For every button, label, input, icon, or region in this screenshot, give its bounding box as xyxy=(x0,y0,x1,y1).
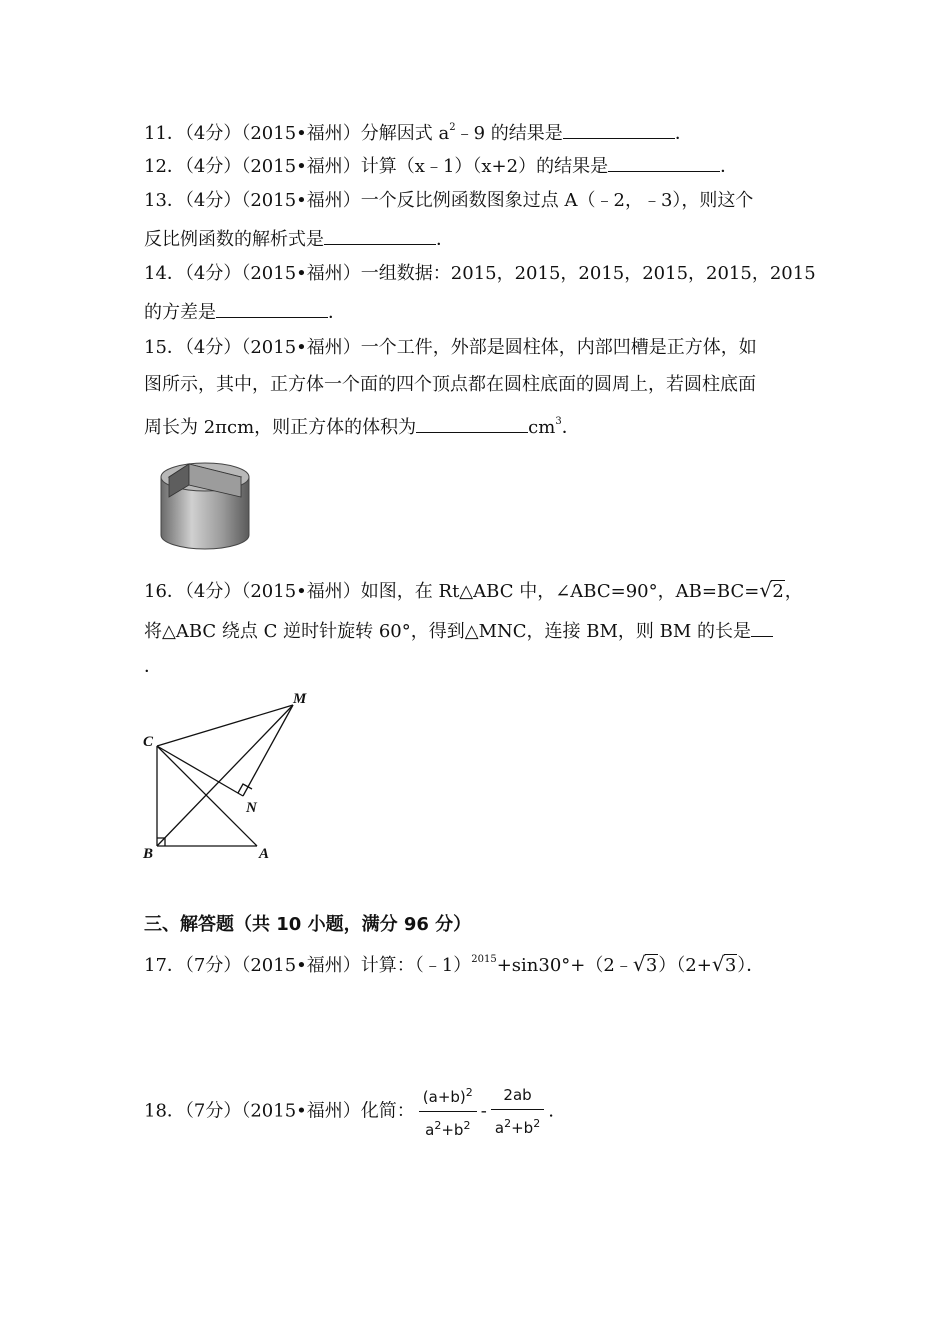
q16-sqrt: √ 2 xyxy=(759,578,784,602)
q11-sup: 2 xyxy=(449,122,456,133)
q12-score: （4分） xyxy=(184,156,242,177)
q18-frac1-num: (a+b) xyxy=(422,1088,466,1106)
q11-score: （4分） xyxy=(184,123,242,144)
question-17 xyxy=(144,948,764,978)
q12-answer-blank[interactable] xyxy=(608,153,720,172)
question-14-line2 xyxy=(144,299,346,325)
q15-line3: 周长为 2πcm，则正方体的体积为 xyxy=(144,417,417,438)
q17-sqrt1-value: 3 xyxy=(645,955,658,976)
label-C: C xyxy=(143,734,154,750)
q14-score: （4分） xyxy=(184,263,242,284)
q12-text: 计算（x﹣1）（x+2）的结果是 xyxy=(360,156,609,177)
q15-text: 一个工件，外部是圆柱体，内部凹槽是正方体，如 xyxy=(360,337,757,358)
question-18 xyxy=(144,1081,554,1142)
q18-frac1-den-sup: 2 xyxy=(434,1119,442,1132)
q16-score: （4分） xyxy=(184,581,242,602)
q13-end: ． xyxy=(436,229,454,250)
question-11 xyxy=(144,116,693,146)
q11-text2: ﹣9 的结果是 xyxy=(455,123,563,144)
q15-source: （2015•福州） xyxy=(241,337,361,358)
question-15-line3 xyxy=(144,410,580,440)
q18-frac1-den-a: a xyxy=(425,1121,435,1139)
q11-number: 11． xyxy=(144,123,185,144)
q18-frac1-den-sup2: 2 xyxy=(463,1119,471,1132)
q18-frac2-den-sup2: 2 xyxy=(533,1117,541,1130)
q17-sqrt2: √ 3 xyxy=(711,952,737,976)
q18-text: 化简： xyxy=(360,1100,415,1122)
q15-number: 15． xyxy=(144,337,185,358)
q17-text: 计算：（﹣1） xyxy=(360,955,472,976)
q15-answer-blank[interactable] xyxy=(416,414,528,433)
q16-line2: 将△ABC 绕点 C 逆时针旋转 60°，得到△MNC，连接 BM，则 BM 的长是 xyxy=(144,621,752,642)
q18-number: 18． xyxy=(144,1100,185,1122)
question-13-line2 xyxy=(144,226,454,252)
q18-source: （2015•福州） xyxy=(241,1100,361,1122)
q13-text: 一个反比例函数图象过点 A（﹣2，﹣3），则这个 xyxy=(360,190,754,211)
question-16-line3 xyxy=(144,655,162,679)
label-B: B xyxy=(143,846,154,862)
q15-unit: cm xyxy=(528,417,556,438)
label-N: N xyxy=(246,800,257,816)
q17-sup: 2015 xyxy=(471,954,497,965)
q16-number: 16． xyxy=(144,581,185,602)
q15-line2: 图所示，其中，正方体一个面的四个顶点都在圆柱底面的圆周上，若圆柱底面 xyxy=(144,374,756,395)
q16-line3: ． xyxy=(144,656,162,677)
q14-source: （2015•福州） xyxy=(241,263,361,284)
q12-end: ． xyxy=(720,156,739,177)
q17-text2: +sin30°+（2﹣ xyxy=(496,955,633,976)
q18-frac1-num-sup: 2 xyxy=(465,1086,473,1099)
q14-number: 14． xyxy=(144,263,185,284)
q17-text4: ）． xyxy=(737,955,765,976)
q12-number: 12． xyxy=(144,156,185,177)
q16-source: （2015•福州） xyxy=(241,581,361,602)
q11-end: ． xyxy=(674,123,693,144)
q16-comma: ， xyxy=(784,581,803,602)
q13-number: 13． xyxy=(144,190,185,211)
q13-source: （2015•福州） xyxy=(241,190,361,211)
q17-source: （2015•福州） xyxy=(241,955,361,976)
q18-frac2-num: 2ab xyxy=(491,1083,544,1110)
q13-answer-blank[interactable] xyxy=(324,226,436,245)
cylinder-figure xyxy=(155,455,255,555)
q11-source: （2015•福州） xyxy=(241,123,361,144)
q16-answer-blank[interactable] xyxy=(751,618,773,637)
q17-number: 17． xyxy=(144,955,185,976)
q18-fraction-1 xyxy=(419,1081,477,1142)
q12-source: （2015•福州） xyxy=(241,156,361,177)
q14-answer-blank[interactable] xyxy=(216,299,328,318)
question-13 xyxy=(144,189,753,213)
label-M: M xyxy=(293,691,307,707)
q18-frac2-den-mid: +b xyxy=(511,1119,534,1137)
q17-score: （7分） xyxy=(184,955,242,976)
q11-text: 分解因式 a xyxy=(360,123,450,144)
question-16-line2 xyxy=(144,618,773,644)
section-title: 三、解答题（共 10 小题，满分 96 分） xyxy=(144,914,472,935)
q14-line2: 的方差是 xyxy=(144,302,216,323)
q15-unit-sup: 3 xyxy=(555,416,562,427)
q18-frac1-den-mid: +b xyxy=(441,1121,464,1139)
q18-frac2-den-sup: 2 xyxy=(504,1117,512,1130)
q18-end: . xyxy=(548,1100,554,1122)
q13-line2: 反比例函数的解析式是 xyxy=(144,229,324,250)
q16-text: 如图，在 Rt△ABC 中，∠ABC=90°，AB=BC= xyxy=(360,581,760,602)
q15-end: ． xyxy=(561,417,580,438)
q15-score: （4分） xyxy=(184,337,242,358)
question-14 xyxy=(144,262,816,286)
q16-sqrt-value: 2 xyxy=(772,581,784,602)
q13-score: （4分） xyxy=(184,190,242,211)
q14-text: 一组数据：2015，2015，2015，2015，2015，2015 xyxy=(360,263,816,284)
q17-text3: ）（2+ xyxy=(658,955,712,976)
triangle-figure xyxy=(135,685,325,865)
q18-minus: - xyxy=(480,1100,487,1122)
q18-score: （7分） xyxy=(184,1100,242,1122)
q11-answer-blank[interactable] xyxy=(563,120,675,139)
q18-frac2-den-a: a xyxy=(494,1119,505,1137)
question-15 xyxy=(144,336,757,360)
q17-sqrt1: √ 3 xyxy=(632,952,658,976)
q18-fraction-2 xyxy=(491,1083,544,1140)
q17-sqrt2-value: 3 xyxy=(724,955,737,976)
q14-end: ． xyxy=(328,302,346,323)
label-A: A xyxy=(259,846,270,862)
question-12 xyxy=(144,153,738,179)
question-16 xyxy=(144,580,803,604)
question-15-line2 xyxy=(144,373,756,397)
